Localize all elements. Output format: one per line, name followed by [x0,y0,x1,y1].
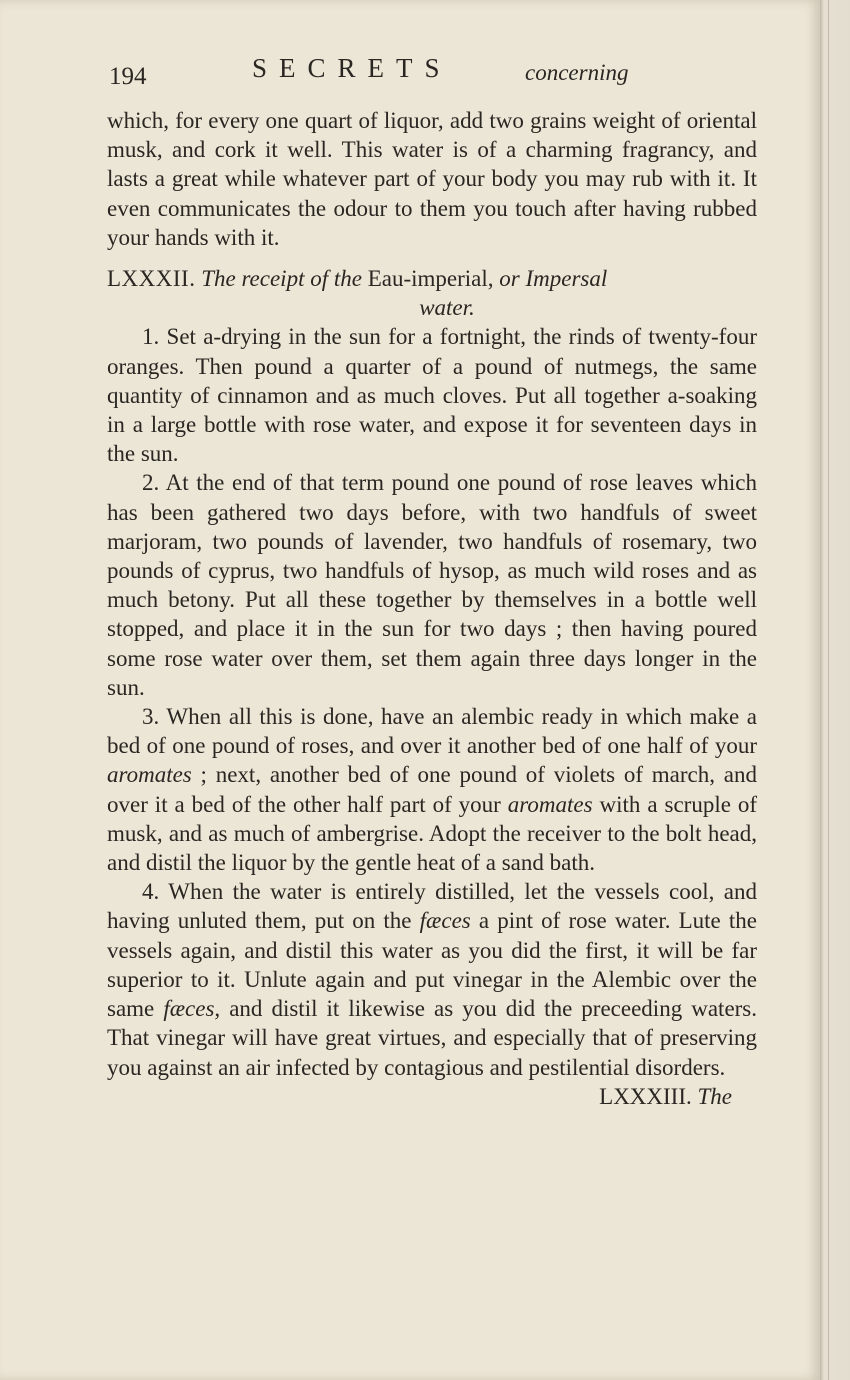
section-title-line2: water. [419,295,475,321]
catchword-italic: The [697,1083,732,1109]
section-heading [107,264,757,322]
section-title-italic-1: The receipt of the [201,266,362,292]
paragraph-4 [107,877,757,1081]
running-title-italic: concerning [525,60,629,85]
section-title-roman: Eau-imperial, [367,266,494,292]
running-title: SECRETS [252,53,452,83]
paragraph-1: 1. Set a-drying in the sun for a fortnight, the rinds of twenty-four oranges. Then pound a quarter of a pound of nutmegs, the same quantity of cinnamon and as much cloves. Put all together a-soaking in a large bottle with rose water, and expose it for seventeen days in the sun. [107,324,757,467]
paragraph-3-text-a: 3. When all this is done, have an alembic ready in which make a bed of one pound of roses, and over it another bed of one half of your [107,704,757,759]
paragraph-4-text-a: 4. When the water is entirely distilled, let the vessels cool, and having unluted them, put on the [107,879,757,934]
page-text-block [107,50,757,1111]
paragraph-4-italic-d: fæces, [163,996,221,1022]
paragraph-3 [107,702,757,877]
facing-page-edge [820,0,850,1380]
opening-paragraph: which, for every one quart of liquor, add two grains weight of oriental musk, and cork it well. This water is of a charming fragrancy, and lasts a great while whatever part of your body you may rub with it. It even communicates the odour to them you touch after having rubbed your hands with it. [107,108,757,250]
catchword [107,1082,757,1111]
section-title-italic-2: or Impersal [499,266,608,292]
page-number: 194 [109,63,147,90]
paragraph-4-text-c: a pint of rose water. Lute the vessels again, and distil this water as you did the first, it will be far superior to it. Unlute again and put vinegar in the Alembic over the same [107,908,757,1022]
paragraph-3-text-c: ; next, another bed of one pound of violets of march, and over it a bed of the other half part of your [107,762,757,817]
paragraph-4-italic-b: fæces [419,908,471,934]
paragraph-4-text-e: and distil it likewise as you did the preceeding waters. That vinegar will have great virtues, and especially that of preserving you against an air infected by contagious and pestilential disorders. [107,996,758,1080]
running-header [107,50,757,106]
paragraph-2: 2. At the end of that term pound one pound of rose leaves which has been gathered two days before, with two handfuls of sweet marjoram, two pounds of lavender, two handfuls of rosemary, two pounds of cyprus, two handfuls of hysop, as much wild roses and as much betony. Put all these together by themselves in a bottle well stopped, and place it in the sun for two days ; then having poured some rose water over them, set them again three days longer in the sun. [107,470,757,700]
paragraph-3-italic-b: aromates [107,762,192,788]
paragraph-3-italic-d: aromates [507,791,593,817]
catchword-roman: LXXXIII. [599,1083,692,1109]
paragraph-3-text-e: with a scruple of musk, and as much of ambergrise. Adopt the receiver to the bolt head, and distil the liquor by the gentle heat of a sand bath. [107,791,758,876]
section-number: LXXXII. [107,266,196,292]
